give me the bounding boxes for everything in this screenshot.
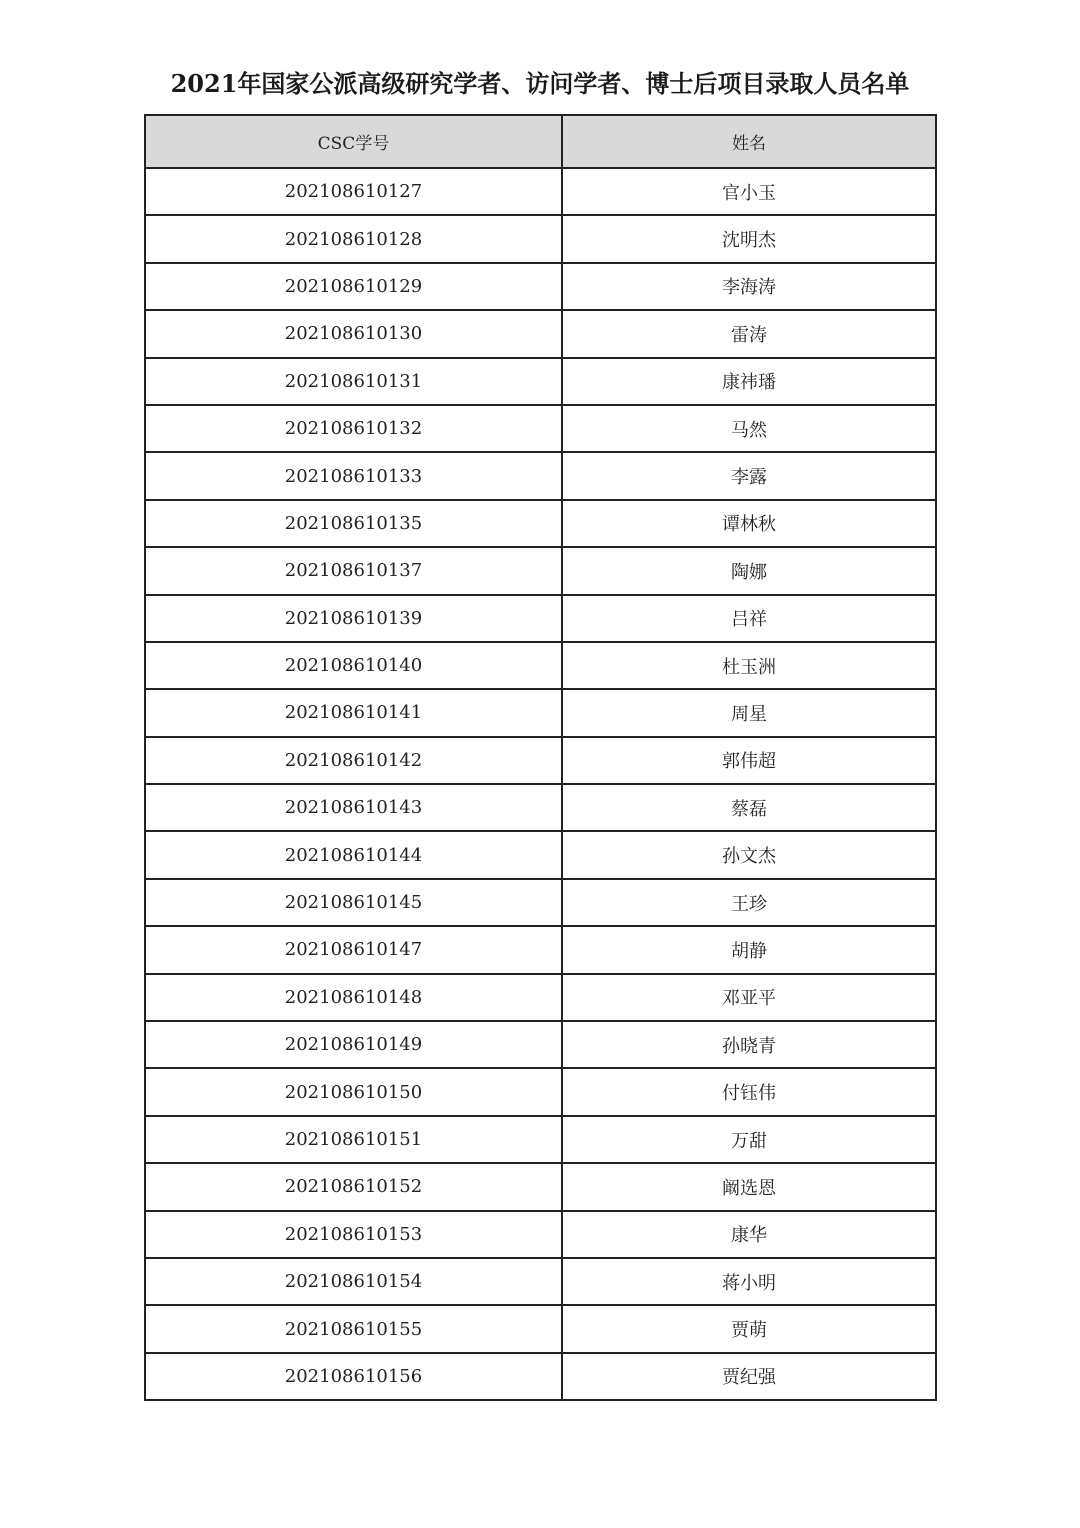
name-cell: 陶娜 [562, 547, 936, 594]
csc-id-cell: 202108610127 [145, 168, 562, 215]
name-cell: 雷涛 [562, 310, 936, 357]
name-cell: 谭林秋 [562, 500, 936, 547]
table-row [145, 1068, 936, 1115]
csc-id-cell: 202108610129 [145, 263, 562, 310]
name-cell: 蔡磊 [562, 784, 936, 831]
roster-table [144, 114, 937, 1401]
name-cell: 王珍 [562, 879, 936, 926]
table-row [145, 405, 936, 452]
table-row [145, 737, 936, 784]
name-cell: 邓亚平 [562, 974, 936, 1021]
name-cell: 胡静 [562, 926, 936, 973]
csc-id-cell: 202108610139 [145, 595, 562, 642]
table-row [145, 1163, 936, 1210]
csc-id-cell: 202108610128 [145, 215, 562, 262]
name-cell: 万甜 [562, 1116, 936, 1163]
name-cell: 贾纪强 [562, 1353, 936, 1400]
name-cell: 康祎璠 [562, 358, 936, 405]
table-row [145, 547, 936, 594]
name-cell: 李海涛 [562, 263, 936, 310]
name-cell: 李露 [562, 452, 936, 499]
csc-id-cell: 202108610143 [145, 784, 562, 831]
name-cell: 贾萌 [562, 1305, 936, 1352]
csc-id-cell: 202108610149 [145, 1021, 562, 1068]
name-cell: 官小玉 [562, 168, 936, 215]
csc-id-cell: 202108610144 [145, 831, 562, 878]
csc-id-cell: 202108610150 [145, 1068, 562, 1115]
csc-id-cell: 202108610142 [145, 737, 562, 784]
name-cell: 蒋小明 [562, 1258, 936, 1305]
document-title: 2021年国家公派高级研究学者、访问学者、博士后项目录取人员名单 [170, 69, 910, 98]
csc-id-cell: 202108610147 [145, 926, 562, 973]
table-row [145, 1258, 936, 1305]
name-cell: 付钰伟 [562, 1068, 936, 1115]
name-cell: 杜玉洲 [562, 642, 936, 689]
table-row [145, 595, 936, 642]
table-row [145, 642, 936, 689]
table-row [145, 263, 936, 310]
table-row [145, 168, 936, 215]
csc-id-cell: 202108610145 [145, 879, 562, 926]
csc-id-cell: 202108610141 [145, 689, 562, 736]
csc-id-cell: 202108610137 [145, 547, 562, 594]
csc-id-cell: 202108610132 [145, 405, 562, 452]
table-row [145, 1305, 936, 1352]
name-cell: 马然 [562, 405, 936, 452]
table-row [145, 500, 936, 547]
csc-id-cell: 202108610140 [145, 642, 562, 689]
table-row [145, 1021, 936, 1068]
name-cell: 阚选恩 [562, 1163, 936, 1210]
csc-id-cell: 202108610154 [145, 1258, 562, 1305]
name-cell: 孙文杰 [562, 831, 936, 878]
table-row [145, 1116, 936, 1163]
name-cell: 周星 [562, 689, 936, 736]
table-row [145, 215, 936, 262]
name-cell: 孙晓青 [562, 1021, 936, 1068]
table-row [145, 1211, 936, 1258]
csc-id-cell: 202108610153 [145, 1211, 562, 1258]
table-row [145, 879, 936, 926]
csc-id-cell: 202108610130 [145, 310, 562, 357]
csc-id-cell: 202108610135 [145, 500, 562, 547]
table-row [145, 689, 936, 736]
table-row [145, 784, 936, 831]
table-row [145, 1353, 936, 1400]
name-cell: 沈明杰 [562, 215, 936, 262]
csc-id-cell: 202108610151 [145, 1116, 562, 1163]
name-cell: 郭伟超 [562, 737, 936, 784]
column-header-name: 姓名 [562, 115, 936, 168]
table-body [145, 168, 936, 1400]
column-header-csc-id: CSC学号 [145, 115, 562, 168]
csc-id-cell: 202108610131 [145, 358, 562, 405]
csc-id-cell: 202108610152 [145, 1163, 562, 1210]
csc-id-cell: 202108610155 [145, 1305, 562, 1352]
csc-id-cell: 202108610148 [145, 974, 562, 1021]
csc-id-cell: 202108610156 [145, 1353, 562, 1400]
table-row [145, 926, 936, 973]
table-row [145, 974, 936, 1021]
table-row [145, 452, 936, 499]
table-row [145, 831, 936, 878]
table-header-row [145, 115, 936, 168]
name-cell: 吕祥 [562, 595, 936, 642]
csc-id-cell: 202108610133 [145, 452, 562, 499]
table-row [145, 358, 936, 405]
table-row [145, 310, 936, 357]
name-cell: 康华 [562, 1211, 936, 1258]
